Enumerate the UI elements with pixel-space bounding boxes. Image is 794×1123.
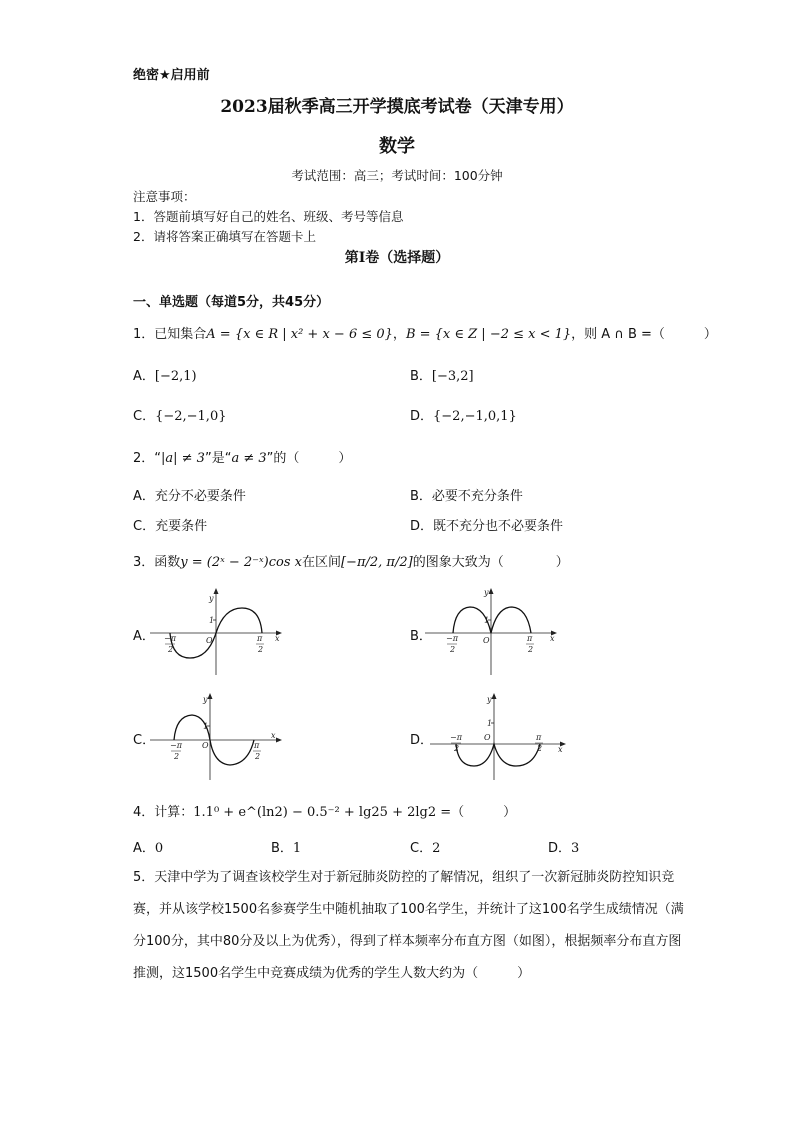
q3-option-b-label: B．: [410, 629, 432, 644]
y-axis-arrow: [208, 693, 213, 699]
curve: [453, 607, 531, 633]
q3-option-a-label: A．: [133, 629, 155, 644]
q2-cond: a ≠ 3: [231, 451, 267, 466]
q4-expression: 1.1⁰ + e^(ln2) − 0.5⁻² + lg25 + 2lg2 =: [193, 805, 452, 820]
y-label: y: [484, 588, 489, 597]
y-axis-arrow: [492, 693, 497, 699]
question-2: 2．“|a| ≠ 3”是“a ≠ 3”的（ ）: [133, 451, 352, 466]
one-label: 1: [484, 616, 490, 625]
pos-pi-label: π: [527, 634, 533, 643]
q4-option-c: C．2: [410, 841, 441, 856]
q1-option-d: D．{−2,−1,0,1}: [410, 409, 517, 424]
y-axis-arrow: [489, 588, 494, 594]
q4-option-a: A．0: [133, 841, 164, 856]
question-5: 5．天津中学为了调查该校学生对于新冠肺炎防控的了解情况，组织了一次新冠肺炎防控知识竞赛，并从该学校1500名参赛学生中随机抽取了100名学生，并统计了这100名学生成绩情况（满分100分，其中80分及以上为优秀），得到了样本频率分布直方图（如图），根据频率分布直方图推测，这1500名学生中竞赛成绩为优秀的学生人数大约为（ ）: [133, 870, 684, 981]
notice-heading: 注意事项：: [133, 189, 196, 204]
x-axis-arrow: [276, 738, 282, 743]
origin-label: O: [484, 733, 491, 742]
y-label: y: [203, 695, 208, 704]
q2-cond-abs: |a| ≠ 3: [161, 451, 205, 466]
neg-pi-label: −π: [164, 634, 176, 643]
q3-graph-c: [150, 690, 285, 780]
svg-text:2: 2: [174, 752, 180, 761]
x-label: x: [275, 634, 280, 643]
q1-ask: ，则 A ∩ B =（ ）: [571, 327, 717, 342]
notice-item-2: 2．请将答案正确填写在答题卡上: [133, 229, 316, 244]
q4-option-b: B．1: [271, 841, 302, 856]
q3-option-c-label: C．: [133, 733, 156, 748]
y-axis-arrow: [214, 588, 219, 594]
one-label: 1: [203, 722, 209, 731]
svg-text:2: 2: [255, 752, 261, 761]
neg-pi-label: −π: [446, 634, 458, 643]
q3-graph-a: [150, 585, 285, 675]
x-label: x: [558, 745, 563, 754]
q3-interval: [−π/2, π/2]: [340, 555, 413, 570]
one-label: 1: [209, 616, 215, 625]
svg-text:2: 2: [537, 744, 543, 753]
question-1: [133, 323, 717, 342]
y-label: y: [487, 695, 492, 704]
q1-option-a: A．[−2,1): [133, 369, 197, 384]
section-title: 一、单选题（每道5分，共45分）: [133, 295, 330, 310]
pos-pi-label: π: [254, 741, 260, 750]
q2-option-b: B．必要不充分条件: [410, 489, 523, 504]
q1-sep: ，: [392, 327, 406, 342]
q3-graph-b: [425, 585, 560, 675]
svg-text:2: 2: [168, 645, 174, 654]
neg-pi-label: −π: [450, 733, 462, 742]
curve: [456, 744, 543, 766]
subject-title: 数学: [379, 136, 415, 157]
x-label: x: [271, 731, 276, 740]
q2-option-a: A．充分不必要条件: [133, 489, 246, 504]
q2-option-d: D．既不充分也不必要条件: [410, 519, 564, 534]
q1-set-a: A = {x ∈ R | x² + x − 6 ≤ 0}: [206, 327, 393, 342]
svg-text:2: 2: [258, 645, 264, 654]
q1-number: 1．已知集合: [133, 327, 207, 342]
one-label: 1: [487, 719, 493, 728]
q3-graph-d: [430, 690, 570, 780]
x-label: x: [550, 634, 555, 643]
q3-function: y = (2ˣ − 2⁻ˣ)cos x: [180, 555, 302, 570]
question-4: 4．计算：1.1⁰ + e^(ln2) − 0.5⁻² + lg25 + 2lg2 =（ ）: [133, 805, 517, 820]
confidential-label: 绝密★启用前: [133, 68, 210, 83]
exam-info: 考试范围：高三；考试时间：100分钟: [291, 168, 503, 183]
question-3: 3．函数y = (2ˣ − 2⁻ˣ)cos x在区间[−π/2, π/2]的图象大致为（ ）: [133, 555, 569, 570]
q3-option-d-label: D．: [410, 733, 434, 748]
svg-text:2: 2: [454, 744, 460, 753]
pos-pi-label: π: [257, 634, 263, 643]
y-label: y: [209, 594, 214, 603]
svg-text:2: 2: [450, 645, 456, 654]
origin-label: O: [483, 636, 490, 645]
svg-text:2: 2: [528, 645, 534, 654]
exam-title: 2023届秋季高三开学摸底考试卷（天津专用）: [220, 97, 574, 117]
q1-option-c: C．{−2,−1,0}: [133, 409, 227, 424]
q4-option-d: D．3: [548, 841, 580, 856]
q1-option-b: B．[−3,2]: [410, 369, 474, 384]
neg-pi-label: −π: [170, 741, 182, 750]
pos-pi-label: π: [536, 733, 542, 742]
q1-set-b: B = {x ∈ Z | −2 ≤ x < 1}: [405, 327, 572, 342]
part-title: 第I卷（选择题）: [344, 250, 450, 266]
origin-label: O: [206, 636, 213, 645]
origin-label: O: [202, 741, 209, 750]
q2-option-c: C．充要条件: [133, 519, 208, 534]
notice-item-1: 1．答题前填写好自己的姓名、班级、考号等信息: [133, 209, 404, 224]
